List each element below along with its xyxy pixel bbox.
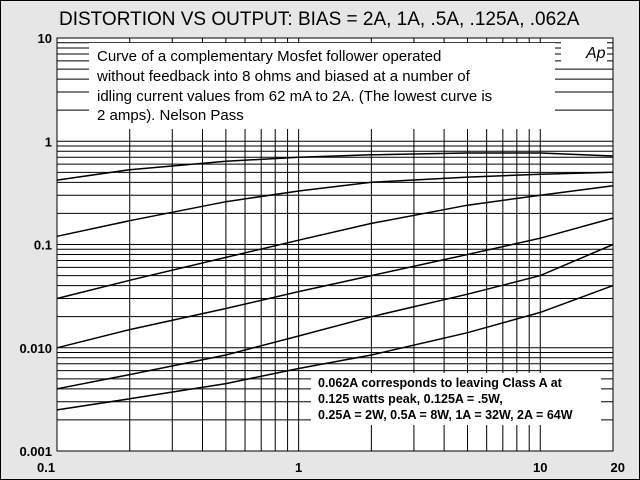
bottom-annotation-line-2: 0.125 watts peak, 0.125A = .5W, bbox=[318, 392, 503, 406]
ap-logo: Ap bbox=[586, 45, 606, 62]
bottom-annotation-line-1: 0.062A corresponds to leaving Class A at bbox=[318, 376, 562, 390]
y-tick-label: 0.001 bbox=[19, 444, 52, 459]
x-tick-labels bbox=[37, 460, 625, 475]
x-tick-label: 1 bbox=[295, 460, 303, 475]
top-annotation-line-1: Curve of a complementary Mosfet follower operated bbox=[97, 48, 442, 65]
y-tick-labels bbox=[19, 31, 52, 459]
chart-title: DISTORTION VS OUTPUT: BIAS = 2A, 1A, .5A, .125A, .062A bbox=[59, 9, 580, 30]
y-tick-label: 1 bbox=[44, 134, 52, 150]
distortion-chart bbox=[1, 1, 639, 479]
y-tick-label: 0.010 bbox=[19, 340, 52, 356]
y-tick-label: 0.1 bbox=[33, 237, 52, 253]
x-tick-label: 20 bbox=[610, 460, 625, 475]
top-annotation-line-3: idling current values from 62 mA to 2A. (The lowest curve is bbox=[97, 88, 493, 105]
x-tick-label: 0.1 bbox=[37, 460, 56, 475]
x-tick-label: 10 bbox=[533, 460, 548, 475]
bottom-annotation-line-3: 0.25A = 2W, 0.5A = 8W, 1A = 32W, 2A = 64W bbox=[318, 408, 573, 422]
y-tick-label: 10 bbox=[37, 31, 52, 46]
top-annotation-line-4: 2 amps). Nelson Pass bbox=[97, 107, 244, 124]
top-annotation-line-2: without feedback into 8 ohms and biased at a number of bbox=[97, 68, 470, 85]
